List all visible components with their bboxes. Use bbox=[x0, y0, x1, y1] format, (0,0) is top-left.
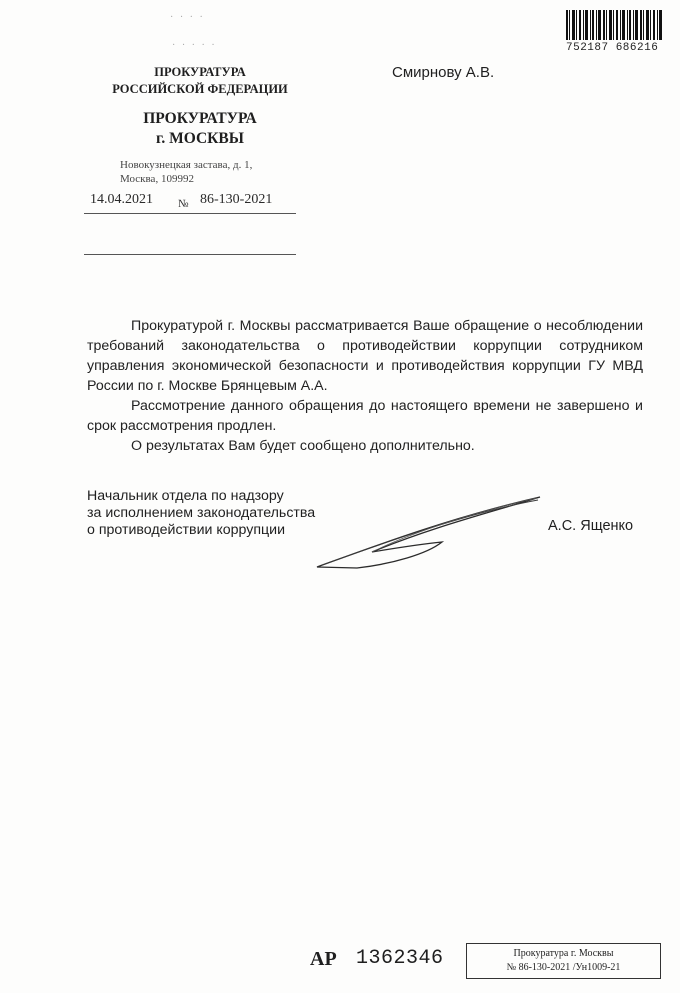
body-paragraph-1: Прокуратурой г. Москвы рассматривается Ваше обращение о несоблюдении требований законодательства о противодействии коррупции сотрудником управления экономической безопасности и противодействия коррупции ГУ МВД России по г. Москве Брянцевым А.А. bbox=[87, 318, 643, 394]
letter-body bbox=[87, 316, 643, 456]
city-org-line2: г. МОСКВЫ bbox=[156, 130, 244, 147]
signatory-title-line3: о противодействии коррупции bbox=[87, 522, 286, 538]
handwritten-signature-icon bbox=[312, 492, 547, 577]
faint-stamp-mark: · · · · bbox=[170, 12, 205, 23]
form-series: АР bbox=[310, 948, 337, 970]
signatory-title-line1: Начальник отдела по надзору bbox=[87, 488, 284, 504]
recipient-name: Смирнову А.В. bbox=[392, 64, 495, 81]
address-line2: Москва, 109992 bbox=[120, 173, 194, 185]
faint-stamp-mark-2: · · · · · bbox=[172, 40, 217, 51]
reg-number: 86-130-2021 bbox=[200, 192, 273, 207]
reg-date: 14.04.2021 bbox=[90, 192, 153, 207]
org-name-line2: РОССИЙСКОЙ ФЕДЕРАЦИИ bbox=[112, 82, 288, 96]
barcode-number: 752187 686216 bbox=[566, 42, 659, 54]
reference-underline bbox=[84, 254, 296, 255]
address-line1: Новокузнецкая застава, д. 1, bbox=[120, 159, 253, 171]
body-paragraph-2: Рассмотрение данного обращения до настоящего времени не завершено и срок рассмотрения продлен. bbox=[87, 398, 643, 434]
body-paragraph-3: О результатах Вам будет сообщено дополнительно. bbox=[131, 438, 475, 454]
signatory-title-line2: за исполнением законодательства bbox=[87, 505, 316, 521]
signatory-name: А.С. Ященко bbox=[548, 518, 634, 534]
stamp-line1: Прокуратура г. Москвы bbox=[513, 948, 614, 959]
reg-underline bbox=[84, 213, 296, 214]
city-org-line1: ПРОКУРАТУРА bbox=[143, 110, 257, 127]
signatory-title bbox=[87, 488, 315, 539]
org-name-line1: ПРОКУРАТУРА bbox=[154, 65, 246, 79]
registration-stamp bbox=[466, 943, 661, 979]
form-number: 1362346 bbox=[356, 947, 444, 970]
stamp-line2: № 86-130-2021 /Ун1009-21 bbox=[506, 962, 621, 973]
reg-number-sign: № bbox=[178, 198, 189, 210]
